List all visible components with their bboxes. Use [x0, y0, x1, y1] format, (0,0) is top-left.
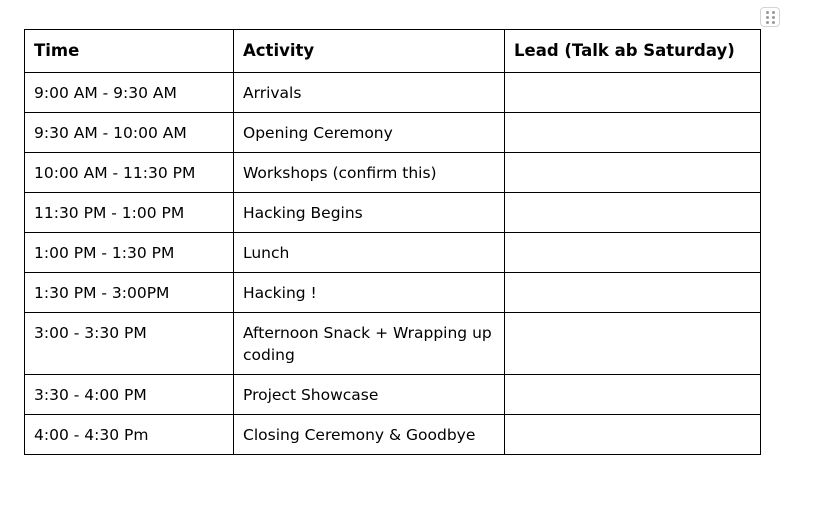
time-cell[interactable]: 1:30 PM - 3:00PM — [25, 273, 234, 313]
time-cell[interactable]: 3:00 - 3:30 PM — [25, 313, 234, 375]
lead-cell[interactable] — [505, 375, 761, 415]
lead-cell[interactable] — [505, 73, 761, 113]
activity-cell[interactable]: Lunch — [234, 233, 505, 273]
activity-cell[interactable]: Workshops (confirm this) — [234, 153, 505, 193]
table-row — [25, 273, 761, 313]
time-cell[interactable]: 3:30 - 4:00 PM — [25, 375, 234, 415]
table-row — [25, 375, 761, 415]
activity-cell[interactable]: Closing Ceremony & Goodbye — [234, 415, 505, 455]
column-header-time[interactable]: Time — [25, 30, 234, 73]
table-row — [25, 153, 761, 193]
activity-cell[interactable]: Opening Ceremony — [234, 113, 505, 153]
table-row — [25, 113, 761, 153]
column-header-activity[interactable]: Activity — [234, 30, 505, 73]
drag-dot — [772, 21, 775, 24]
drag-dot — [772, 11, 775, 14]
time-cell[interactable]: 4:00 - 4:30 Pm — [25, 415, 234, 455]
activity-cell[interactable]: Hacking ! — [234, 273, 505, 313]
schedule-table — [24, 29, 761, 455]
drag-dot — [766, 11, 769, 14]
lead-cell[interactable] — [505, 415, 761, 455]
activity-cell[interactable]: Project Showcase — [234, 375, 505, 415]
drag-dot — [772, 16, 775, 19]
lead-cell[interactable] — [505, 113, 761, 153]
activity-cell[interactable]: Hacking Begins — [234, 193, 505, 233]
time-cell[interactable]: 9:00 AM - 9:30 AM — [25, 73, 234, 113]
time-cell[interactable]: 9:30 AM - 10:00 AM — [25, 113, 234, 153]
lead-cell[interactable] — [505, 313, 761, 375]
lead-cell[interactable] — [505, 233, 761, 273]
table-row — [25, 313, 761, 375]
table-row — [25, 73, 761, 113]
lead-cell[interactable] — [505, 273, 761, 313]
table-row — [25, 193, 761, 233]
column-header-lead[interactable]: Lead (Talk ab Saturday) — [505, 30, 761, 73]
time-cell[interactable]: 1:00 PM - 1:30 PM — [25, 233, 234, 273]
lead-cell[interactable] — [505, 193, 761, 233]
activity-cell[interactable]: Arrivals — [234, 73, 505, 113]
table-row — [25, 233, 761, 273]
drag-dot — [766, 16, 769, 19]
drag-handle-icon[interactable] — [760, 7, 780, 27]
activity-cell[interactable]: Afternoon Snack + Wrapping up coding — [234, 313, 505, 375]
table-header-row — [25, 30, 761, 73]
table-row — [25, 415, 761, 455]
time-cell[interactable]: 11:30 PM - 1:00 PM — [25, 193, 234, 233]
lead-cell[interactable] — [505, 153, 761, 193]
drag-dot — [766, 21, 769, 24]
time-cell[interactable]: 10:00 AM - 11:30 PM — [25, 153, 234, 193]
